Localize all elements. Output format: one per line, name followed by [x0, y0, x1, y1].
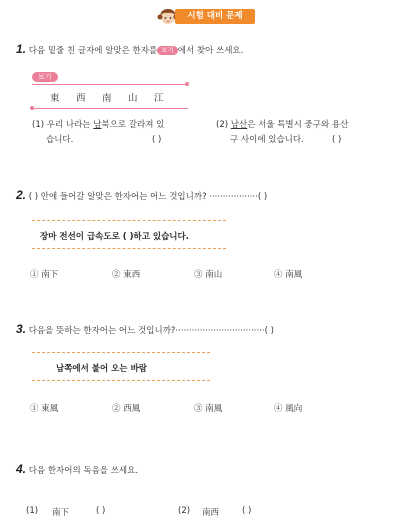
question-4 [16, 462, 138, 476]
question-1 [16, 42, 243, 56]
question-number: 2. [16, 188, 27, 202]
dashed-divider [32, 248, 226, 249]
question-text: 다음 밑줄 친 글자에 알맞은 한자를 보기 에서 찾아 쓰세요. [28, 46, 244, 56]
answer-blank[interactable]: ( ) [152, 135, 162, 145]
item-number: (1) [26, 506, 39, 516]
divider-dot [185, 82, 189, 86]
item-number: (2) [178, 506, 191, 516]
hanja-item: 西 [76, 93, 86, 104]
hanja-item: 山 [128, 93, 138, 104]
option[interactable]: ③ 南山 [194, 270, 223, 280]
example-sentence: 장마 전선이 급속도로 ( )하고 있습니다. [40, 232, 189, 242]
hanja-item: 南 [102, 93, 112, 104]
bogi-hanja-list [50, 90, 180, 104]
question-number: 3. [16, 322, 27, 336]
bogi-highlight: 보기 [157, 46, 178, 55]
option[interactable]: ④ 風向 [274, 404, 303, 414]
option[interactable]: ① 東風 [30, 404, 59, 414]
meaning-text: 남쪽에서 불어 오는 바람 [56, 364, 147, 374]
question-text: 다음을 뜻하는 한자어는 어느 것입니까?·································( ) [28, 326, 274, 336]
divider-dot [30, 106, 34, 110]
answer-blank[interactable]: ( ) [332, 135, 342, 145]
option[interactable]: ③ 南風 [194, 404, 223, 414]
section-title: 시험 대비 문제 [175, 9, 255, 24]
question-number: 4. [16, 462, 27, 476]
answer-blank[interactable]: ( ) [96, 506, 106, 516]
option[interactable]: ② 東西 [112, 270, 141, 280]
dashed-divider [32, 352, 210, 353]
question-2 [16, 188, 267, 202]
question-text: ( ) 안에 들어갈 알맞은 한자어는 어느 것입니까? ··················( ) [28, 192, 268, 202]
q1-subquestion-1: (1) 우리 나라는 남북으로 갈라져 있 습니다. ( ) [32, 118, 200, 148]
hanja-item: 江 [154, 93, 164, 104]
bogi-label: 보기 [32, 72, 58, 82]
dashed-divider [32, 380, 210, 381]
answer-blank[interactable]: ( ) [242, 506, 252, 516]
dashed-divider [32, 220, 226, 221]
q1-subquestion-2: (2) 남산은 서울 특별시 중구와 용산 구 사이에 있습니다. ( ) [216, 118, 396, 148]
option[interactable]: ② 西風 [112, 404, 141, 414]
question-3 [16, 322, 274, 336]
hanja-word: 南下 [52, 508, 70, 518]
question-number: 1. [16, 42, 27, 56]
option[interactable]: ④ 南風 [274, 270, 303, 280]
divider [32, 84, 188, 85]
option[interactable]: ① 南下 [30, 270, 59, 280]
hanja-word: 南西 [202, 508, 220, 518]
hanja-item: 東 [50, 93, 60, 104]
divider [32, 108, 188, 109]
question-text: 다음 한자어의 독음을 쓰세요. [28, 466, 139, 476]
